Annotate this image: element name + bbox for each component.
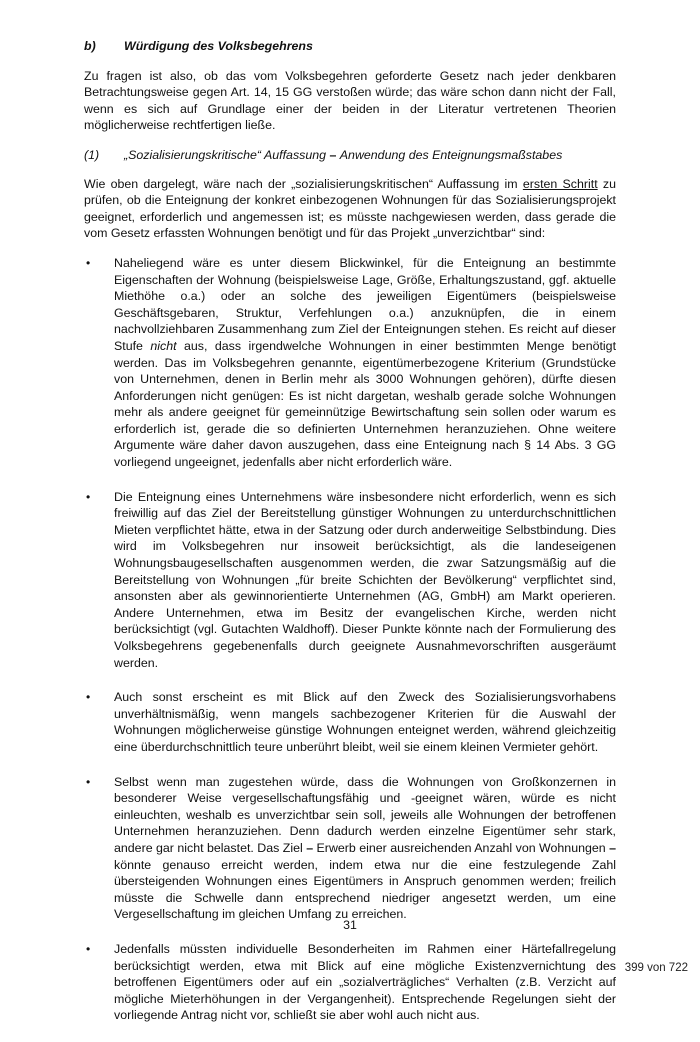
list-item-text-part: Selbst wenn man zugestehen würde, dass die Wohnungen von Großkonzernen in besonderer Weise vergesellschaftungsfähig und -geeignet wären, würde es nicht einleuchten, weshalb es unverzichtbar sein soll, jeweils alle Wohnungen der betroffenen Unternehmen heranzuziehen. Denn dadurch werden einzelne Eigentümer sehr stark, andere gar nicht belastet. Das Ziel — [114, 774, 616, 855]
bullet-icon: • — [86, 690, 91, 705]
intro-paragraph: Zu fragen ist also, ob das vom Volksbegehren geforderte Gesetz nach jeder denkbaren Betrachtungsweise gegen Art. 14, 15 GG verstoßen würde; das wäre schon dann nicht der Fall, wenn es sich auf Grundlage einer der beiden in der Literatur vertretenen Theorien möglicherweise rechtfertigen ließe. — [84, 68, 616, 133]
list-item-text: Auch sonst erscheint es mit Blick auf den Zweck des Sozialisierungsvorhabens unverhältnismäßig, wenn mangels sachbezogener Kriterien für die Auswahl der Wohnungen möglicherweise günstige Wohnungen enteignet werden, während gleichzeitig eine überdurchschnittlich teure unberührt bleibt, weil sie einem kleinen Vermieter gehört. — [114, 690, 616, 754]
list-item-text — [114, 255, 616, 471]
subsection-number: (1) — [84, 147, 100, 162]
list-item-text-part: Erwerb einer ausreichenden Anzahl von Wohnungen — [316, 840, 606, 855]
subsection-title — [124, 147, 562, 164]
section-number: b) — [84, 39, 96, 53]
criteria-text-end: zu prüfen, ob die Enteignung der konkret einbezogenen Wohnungen für das Sozialisierungsprojekt geeignet, erforderlich und angemessen ist; es müsste nachgewiesen werden, dass gerade die vom Gesetz erfassten Wohnungen benötigt und für das Projekt „unverzichtbar“ sind: — [84, 176, 616, 241]
argument-list — [84, 255, 616, 1024]
list-item — [84, 689, 616, 755]
subsection-title-part1: „Sozialisierungskritische“ Auffassung — [124, 147, 327, 162]
section-title: Würdigung des Volksbegehrens — [124, 39, 313, 53]
subsection-title-part2: Anwendung des Enteignungsmaßstabes — [339, 147, 563, 162]
subsection-dash: – — [326, 147, 340, 162]
bullet-icon: • — [86, 941, 91, 956]
list-item-text-part: aus, dass irgendwelche Wohnungen in einer bestimmten Menge benötigt werden. Das im Volksbegehren genannte, eigentümerbezogene Kriterium (Grundstücke von Unternehmen, denen in Berlin mehr als 3000 Wohnungen gehören), dürfte diesen Anforderungen nicht genügen: Es ist nicht dargetan, weshalb gerade solche Wohnungen mehr als andere geeignet für gemeinnützige Bewirtschaftung sein sollen oder warum es erforderlich ist, gerade die so definierten Unternehmen heranzuziehen. Ohne weitere Argumente wäre daher davon auszugehen, dass eine Enteignung nach § 14 Abs. 3 GG vorliegend ungeeignet, jedenfalls aber nicht erforderlich wäre. — [114, 338, 617, 470]
list-item-text: Jedenfalls müssten individuelle Besonderheiten im Rahmen einer Härtefallregelung berücksichtigt werden, etwa mit Blick auf eine mögliche Existenzvernichtung des betroffenen Eigentümers oder auf ein „sozialverträgliches“ Verhalten (z.B. Verzicht auf mögliche Mieterhöhungen in der Vergangenheit). Entsprechende Regelungen sieht der vorliegende Antrag nicht vor, schließt sie aber wohl auch nicht aus. — [114, 941, 616, 1023]
first-step-underlined: ersten Schritt — [522, 176, 598, 191]
bullet-icon: • — [86, 489, 91, 504]
page-count: 399 von 722 — [624, 962, 688, 974]
list-item-text: Die Enteignung eines Unternehmens wäre insbesondere nicht erforderlich, wenn es sich freiwillig auf das Ziel der Bereitstellung günstiger Wohnungen zu unterdurchschnittlichen Mieten verpflichtet hätte, etwa in der Satzung oder durch anderweitige Selbstbindung. Dies wird im Volksbegehren nur insoweit berücksichtigt, als die landeseigenen Wohnungsbaugesellschaften ausgenommen werden, die zwar Satzungsmäßig auf die Bereitstellung von Wohnungen „für breite Schichten der Bevölkerung“ verpflichtet sind, ansonsten aber als gewinnorientierte Unternehmen (AG, GmbH) am Markt operieren. Andere Unternehmen, etwa im Besitz der evangelischen Kirche, werden nicht berücksichtigt (vgl. Gutachten Waldhoff). Dieser Punkte könnte nach der Formulierung des Volksbegehrens gegebenenfalls durch geeignete Ausnahmevorschriften ausgeräumt werden. — [114, 489, 616, 670]
page-number: 31 — [343, 918, 357, 932]
bullet-icon: • — [86, 255, 91, 270]
subsection-heading — [84, 147, 616, 164]
em-dash: – — [605, 840, 616, 855]
list-item — [84, 489, 616, 672]
list-item-text-part: könnte genauso erreicht werden, indem etwa nur die eine festzulegende Zahl übersteigenden Wohnungen eines Eigentümers in Anspruch genommen werden; freilich müsste die Schwelle dann entsprechend niedriger angesetzt werden, um eine Vergesellschaftung im gleichen Umfang zu erreichen. — [114, 857, 616, 922]
list-item — [84, 255, 616, 471]
bullet-icon: • — [86, 774, 91, 789]
list-item — [84, 774, 616, 923]
emphasis-nicht: nicht — [150, 338, 177, 353]
criteria-paragraph — [84, 176, 616, 242]
list-item-text-part: Naheliegend wäre es unter diesem Blickwinkel, für die Enteignung an bestimmte Eigenschaften der Wohnung (beispielsweise Lage, Größe, Erhaltungszustand, ggf. aktuelle Miethöhe o.a.) oder an solche des jeweiligen Eigentümers (beispielsweise Geschäftsgebaren, Struktur, Verfehlungen o.a.) anzuknüpfen, die in einem nachvollziehbaren Zusammenhang zum Ziel der Enteignungen stehen. Es reicht auf dieser Stufe — [114, 255, 616, 353]
list-item — [84, 941, 616, 1024]
page-body — [84, 38, 616, 1042]
em-dash: – — [302, 840, 317, 855]
criteria-text-start: Wie oben dargelegt, wäre nach der „sozialisierungskritischen“ Auffassung im — [84, 176, 523, 191]
list-item-text — [114, 774, 616, 923]
section-heading — [84, 38, 616, 55]
